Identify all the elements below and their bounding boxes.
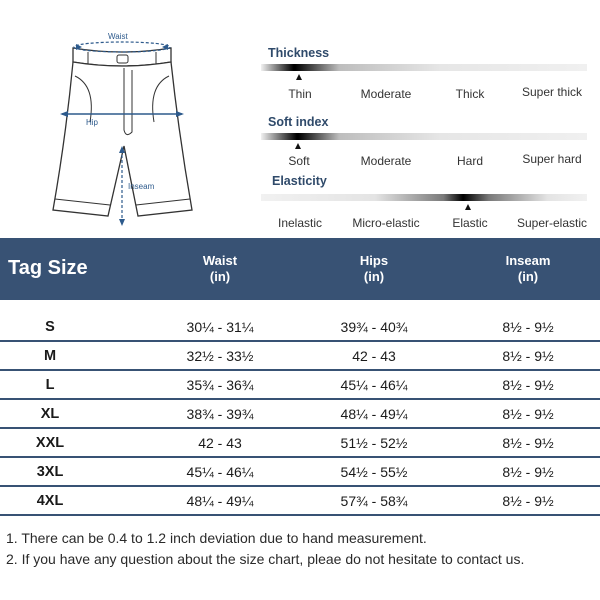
thickness-level-moderate: Moderate xyxy=(360,87,412,101)
elasticity-bar xyxy=(261,194,587,201)
hips-cell: 39¾ - 40¾ xyxy=(340,319,408,335)
size-cell: XXL xyxy=(35,435,65,451)
table-row xyxy=(0,487,600,516)
inseam-header-unit: (in) xyxy=(517,269,539,284)
waist-label: Waist xyxy=(108,32,128,41)
elasticity-level-micro-elastic: Micro-elastic xyxy=(352,216,420,230)
hips-cell: 54½ - 55½ xyxy=(340,464,408,480)
waist-cell: 35¾ - 36¾ xyxy=(186,377,254,393)
inseam-label: Inseam xyxy=(128,182,155,191)
waist-cell: 48¼ - 49¼ xyxy=(186,493,254,509)
table-row xyxy=(0,371,600,400)
waist-cell: 38¾ - 39¾ xyxy=(186,406,254,422)
soft-index-level-soft: Soft xyxy=(288,154,310,168)
table-row xyxy=(0,313,600,342)
elasticity-title: Elasticity xyxy=(272,174,327,188)
inseam-cell: 8½ - 9½ xyxy=(502,435,554,451)
shorts-diagram xyxy=(40,26,240,238)
elasticity-level-elastic: Elastic xyxy=(452,216,488,230)
hips-cell: 45¼ - 46¼ xyxy=(340,377,408,393)
thickness-level-super-thick: Super thick xyxy=(521,85,583,99)
waist-cell: 42 - 43 xyxy=(198,435,242,451)
size-table-header xyxy=(0,238,600,300)
soft-index-marker-icon xyxy=(295,143,301,149)
soft-index-bar xyxy=(261,133,587,140)
tag-size-header: Tag Size xyxy=(8,257,88,279)
hips-cell: 48¼ - 49¼ xyxy=(340,406,408,422)
inseam-header xyxy=(468,253,588,285)
size-table-body xyxy=(0,313,600,516)
table-row xyxy=(0,458,600,487)
thickness-level-thick: Thick xyxy=(455,87,485,101)
inseam-cell: 8½ - 9½ xyxy=(502,348,554,364)
waist-header xyxy=(160,253,280,285)
shorts-outline-icon xyxy=(40,26,240,238)
hips-cell: 42 - 43 xyxy=(352,348,396,364)
waist-cell: 32½ - 33½ xyxy=(186,348,254,364)
soft-index-level-moderate: Moderate xyxy=(360,154,412,168)
waist-header-label: Waist xyxy=(202,253,238,268)
thickness-title: Thickness xyxy=(268,46,330,60)
size-cell: M xyxy=(43,348,57,364)
elasticity-level-inelastic: Inelastic xyxy=(277,216,323,230)
soft-index-level-super-hard: Super hard xyxy=(522,152,582,166)
size-cell: 3XL xyxy=(36,464,64,480)
size-cell: 4XL xyxy=(36,493,64,509)
inseam-cell: 8½ - 9½ xyxy=(502,319,554,335)
inseam-cell: 8½ - 9½ xyxy=(502,377,554,393)
inseam-cell: 8½ - 9½ xyxy=(502,493,554,509)
hips-cell: 51½ - 52½ xyxy=(340,435,408,451)
size-cell: XL xyxy=(40,406,60,422)
elasticity-level-super-elastic: Super-elastic xyxy=(516,216,588,230)
inseam-header-label: Inseam xyxy=(505,253,551,268)
table-row xyxy=(0,342,600,371)
waist-cell: 30¼ - 31¼ xyxy=(186,319,254,335)
thickness-bar xyxy=(261,64,587,71)
inseam-cell: 8½ - 9½ xyxy=(502,406,554,422)
thickness-marker-icon xyxy=(296,74,302,80)
elasticity-marker-icon xyxy=(465,204,471,210)
hips-header-unit: (in) xyxy=(363,269,385,284)
table-row xyxy=(0,429,600,458)
size-cell: S xyxy=(45,319,55,335)
hips-header xyxy=(314,253,434,285)
waist-header-unit: (in) xyxy=(209,269,231,284)
waist-cell: 45¼ - 46¼ xyxy=(186,464,254,480)
thickness-level-thin: Thin xyxy=(288,87,312,101)
hip-label: Hip xyxy=(86,118,99,127)
note-deviation: 1. There can be 0.4 to 1.2 inch deviation due to hand measurement. xyxy=(6,530,427,546)
inseam-cell: 8½ - 9½ xyxy=(502,464,554,480)
notes xyxy=(6,528,524,570)
note-contact: 2. If you have any question about the size chart, pleae do not hesitate to contact us. xyxy=(6,551,525,567)
hips-cell: 57¾ - 58¾ xyxy=(340,493,408,509)
hips-header-label: Hips xyxy=(359,253,389,268)
table-row xyxy=(0,400,600,429)
soft-index-title: Soft index xyxy=(268,115,329,129)
soft-index-level-hard: Hard xyxy=(456,154,484,168)
size-cell: L xyxy=(45,377,55,393)
